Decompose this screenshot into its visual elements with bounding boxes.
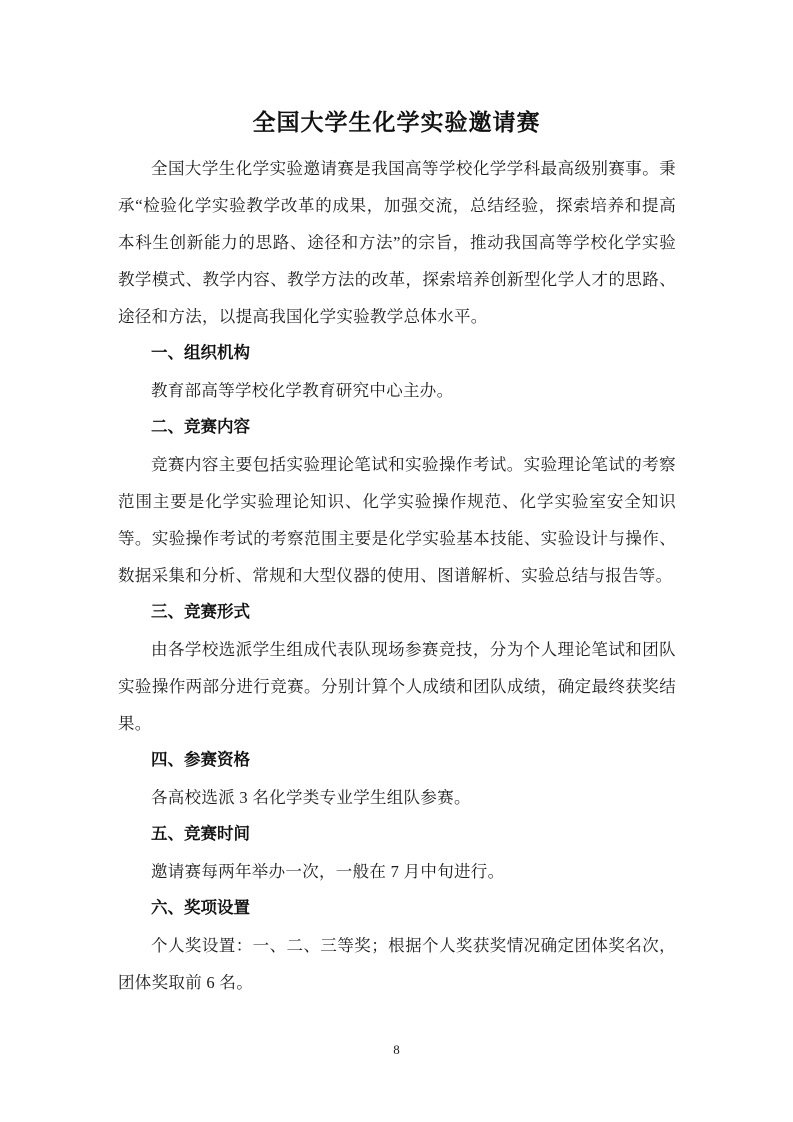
section-paragraph: 邀请赛每两年举办一次，一般在 7 月中旬进行。 [151, 862, 505, 881]
section-heading-5: 五、竞赛时间 [151, 825, 250, 843]
section-paragraph: 个人奖设置：一、二、三等奖；根据个人奖获奖情况确定团体奖名次，团体奖取前 6 名。 [118, 936, 676, 992]
document-body [118, 150, 676, 1001]
section-heading-1: 一、组织机构 [151, 344, 250, 362]
intro-paragraph: 全国大学生化学实验邀请赛是我国高等学校化学学科最高级别赛事。秉承“检验化学实验教学改革的成果，加强交流，总结经验，探索培养和提高本科生创新能力的思路、途径和方法”的宗旨，推动我国高等学校化学实验教学模式、教学内容、教学方法的改革，探索培养创新型化学人才的思路、途径和方法，以提高我国化学实验教学总体水平。 [118, 159, 676, 326]
section-paragraph: 由各学校选派学生组成代表队现场参赛竞技，分为个人理论笔试和团队实验操作两部分进行竞赛。分别计算个人成绩和团队成绩，确定最终获奖结果。 [118, 640, 676, 733]
section-paragraph: 竞赛内容主要包括实验理论笔试和实验操作考试。实验理论笔试的考察范围主要是化学实验理论知识、化学实验操作规范、化学实验室安全知识等。实验操作考试的考察范围主要是化学实验基本技能、实验设计与操作、数据采集和分析、常规和大型仪器的使用、图谱解析、实验总结与报告等。 [118, 455, 676, 585]
section-heading-3: 三、竞赛形式 [151, 603, 250, 621]
page-number: 8 [393, 1042, 400, 1057]
section-heading-6: 六、奖项设置 [151, 899, 250, 917]
section-paragraph: 各高校选派 3 名化学类专业学生组队参赛。 [151, 788, 471, 807]
section-heading-4: 四、参赛资格 [151, 751, 250, 769]
section-paragraph: 教育部高等学校化学教育研究中心主办。 [151, 381, 454, 400]
section-heading-2: 二、竞赛内容 [151, 418, 250, 436]
document-title: 全国大学生化学实验邀请赛 [252, 109, 541, 135]
